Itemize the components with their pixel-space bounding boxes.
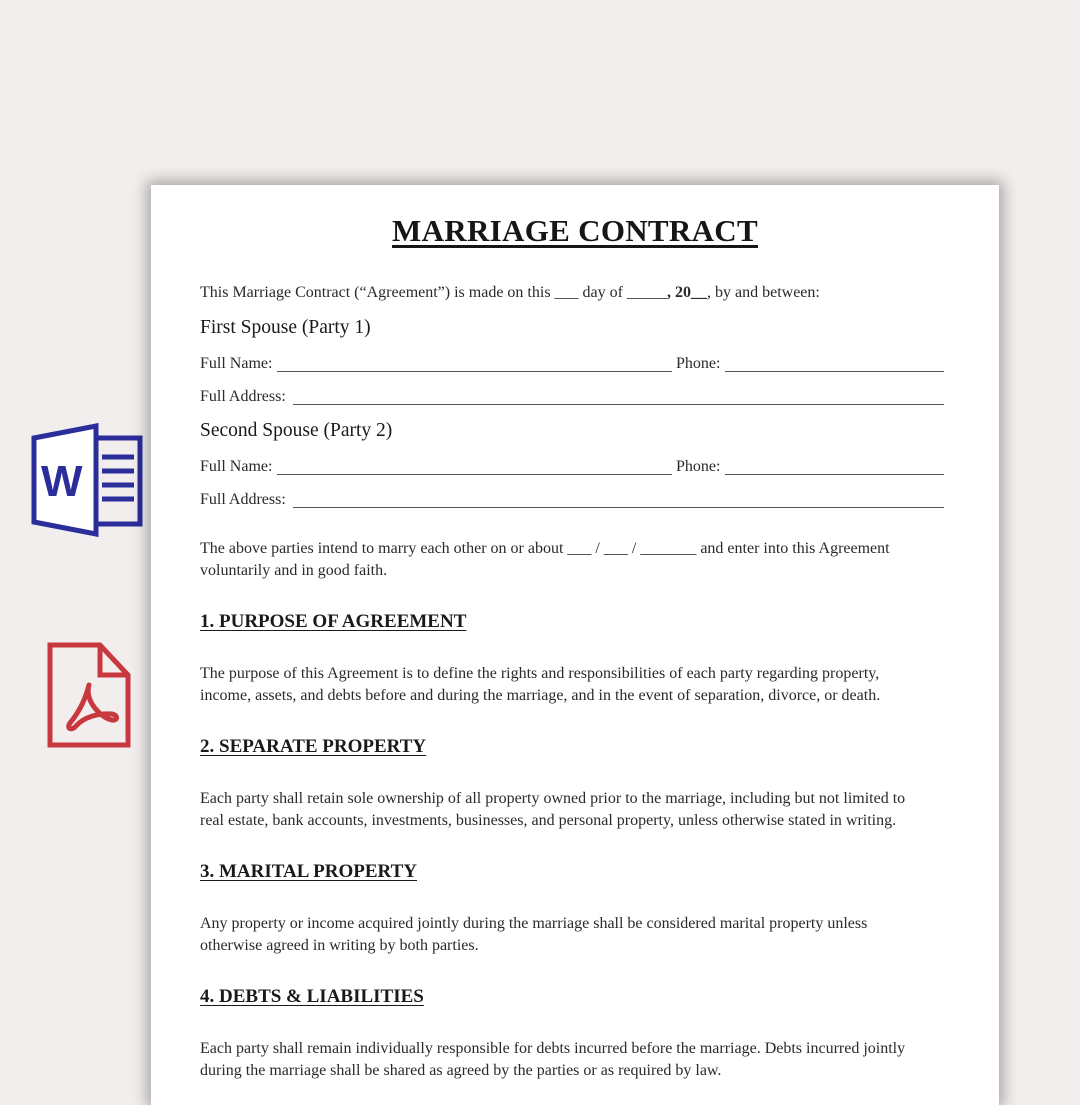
document-title: MARRIAGE CONTRACT [392, 213, 758, 248]
party-2-name-field[interactable] [277, 474, 672, 475]
document-page [151, 185, 999, 1105]
party-2-name-label: Full Name: [200, 458, 273, 475]
section-4-text [200, 1038, 950, 1082]
intro-part-3: , by and between: [706, 284, 820, 301]
party-2-phone-label: Phone: [676, 458, 721, 475]
section-2-heading: 2. SEPARATE PROPERTY [200, 736, 427, 757]
party-2-address-field[interactable] [293, 507, 944, 508]
section-3-text [200, 913, 950, 957]
intro-line [200, 284, 820, 302]
party-2-heading: Second Spouse (Party 2) [200, 420, 393, 441]
party-1-address-field[interactable] [293, 404, 944, 405]
party-2-phone-field[interactable] [725, 474, 944, 475]
party-2-address-row [200, 491, 945, 511]
section-1-text [200, 663, 950, 707]
section-2-line-2: real estate, bank accounts, investments, businesses, and personal property, unless otherwise stated in writing. [200, 812, 897, 829]
section-1-line-2: income, assets, and debts before and during the marriage, and in the event of separation, divorce, or death. [200, 687, 881, 704]
party-1-phone-label: Phone: [676, 355, 721, 372]
section-2-line-1: Each party shall retain sole ownership of all property owned prior to the marriage, including but not limited to [200, 790, 906, 807]
svg-text:W: W [41, 457, 83, 506]
party-1-phone-field[interactable] [725, 371, 944, 372]
section-4-line-1: Each party shall remain individually responsible for debts incurred before the marriage. Debts incurred jointly [200, 1040, 906, 1057]
party-2-name-row [200, 458, 945, 478]
section-3-heading: 3. MARITAL PROPERTY [200, 861, 417, 882]
intro-year: , 20__ [666, 284, 707, 301]
party-1-name-row [200, 355, 945, 375]
section-2-text [200, 788, 950, 832]
party-1-address-label: Full Address: [200, 388, 286, 405]
section-3-line-1: Any property or income acquired jointly during the marriage shall be considered marital property unless [200, 915, 868, 932]
section-4-heading: 4. DEBTS & LIABILITIES [200, 986, 424, 1007]
section-3-line-2: otherwise agreed in writing by both parties. [200, 937, 479, 954]
party-2-address-label: Full Address: [200, 491, 286, 508]
intent-paragraph [200, 538, 950, 582]
section-1-heading: 1. PURPOSE OF AGREEMENT [200, 611, 467, 632]
party-1-name-label: Full Name: [200, 355, 273, 372]
party-1-heading: First Spouse (Party 1) [200, 317, 371, 338]
intent-line-1: The above parties intend to marry each other on or about ___ / ___ / _______ and enter into this Agreement [200, 540, 890, 557]
word-document-icon[interactable] [30, 423, 144, 537]
party-1-name-field[interactable] [277, 371, 672, 372]
intent-line-2: voluntarily and in good faith. [200, 562, 388, 579]
intro-part-1: This Marriage Contract (“Agreement”) is made on this ___ day of _____ [200, 284, 667, 301]
section-1-line-1: The purpose of this Agreement is to define the rights and responsibilities of each party regarding property, [200, 665, 880, 682]
party-1-address-row [200, 388, 945, 408]
section-4-line-2: during the marriage shall be shared as agreed by the parties or as required by law. [200, 1062, 722, 1079]
pdf-document-icon[interactable] [46, 641, 132, 749]
